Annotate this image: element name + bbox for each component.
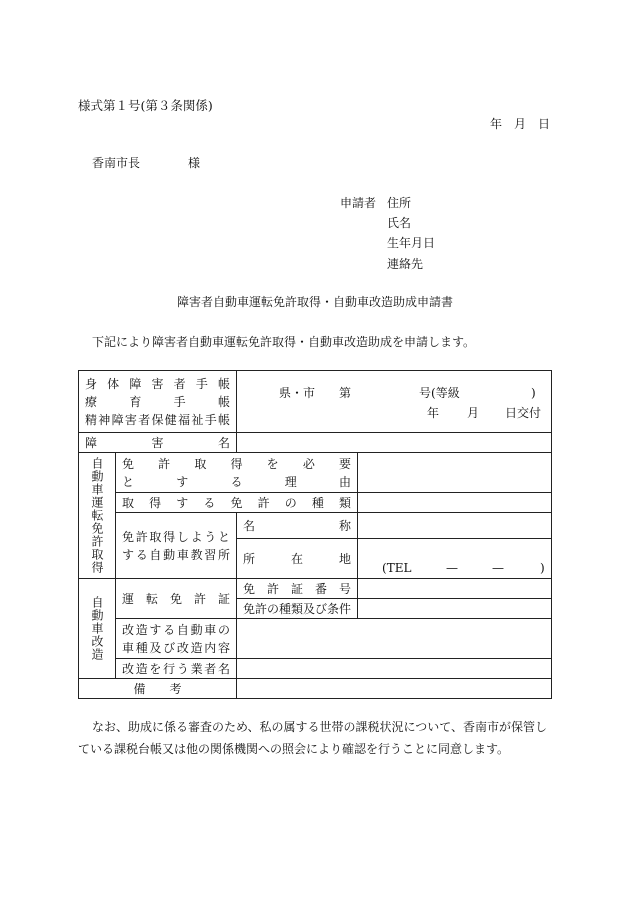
mod-content-label-cell [116,619,237,659]
applicant-contact: 連絡先 [387,257,424,271]
license-type-label: 取得する免許の種類 [116,493,358,513]
honorific: 様 [188,156,201,170]
reason-label-line1: 免許取得を必要 [122,456,352,471]
school-label-line1: 免許取得しようと [122,529,231,544]
mod-content-row [79,619,552,659]
consent-note: なお、助成に係る審査のため、私の属する世帯の課税状況について、香南市が保管している課税台帳又は他の関係機関への照会により確認を行うことに同意します。 [78,720,548,756]
license-group-label: 自動車運転免許取得 [79,453,116,579]
applicant-address: 住所 [387,196,412,210]
license-number-field[interactable] [358,579,552,599]
document-title: 障害者自動車運転免許取得・自動車改造助成申請書 [176,295,453,309]
remarks-label: 備考 [79,679,237,699]
applicant-name: 氏名 [387,216,412,230]
pref-city-label: 県・市 [279,385,316,400]
school-location-label: 所在地 [237,539,358,579]
number-dai-label: 第 [339,385,352,400]
addressee [92,155,200,171]
disability-name-field[interactable] [237,433,552,453]
mod-content-line2: 車種及び改造内容 [122,640,231,655]
reason-label-cell [116,453,358,493]
license-number-label: 免許証番号 [237,579,358,599]
license-conditions-label: 免許の種類及び条件 [237,599,358,619]
school-name-row [79,513,552,539]
license-conditions-field[interactable] [358,599,552,619]
handbook-row [79,371,552,433]
form-number: 様式第１号(第３条関係) [78,98,213,113]
tel-close-paren: ) [540,561,545,575]
vendor-field[interactable] [237,659,552,679]
tel-dash-2: — [492,561,505,575]
issue-day-label: 日交付 [505,405,542,420]
number-grade-label: 号(等級 [419,385,460,400]
school-name-field[interactable] [358,513,552,539]
handbook-physical: 身体障害者手帳 [85,376,231,391]
reason-field[interactable] [358,453,552,493]
applicant-birthdate: 生年月日 [387,236,436,250]
intro-text: 下記により障害者自動車運転免許取得・自動車改造助成を申請します。 [92,335,476,349]
tel-label: (TEL [382,561,412,575]
remarks-field[interactable] [237,679,552,699]
driver-license-label: 運転免許証 [116,579,237,619]
mod-content-field[interactable] [237,619,552,659]
license-type-field[interactable] [358,493,552,513]
mod-group-label: 自動車改造 [79,579,116,679]
addressee-name: 香南市長 [92,156,141,170]
reason-row [79,453,552,493]
applicant-label: 申請者 [340,196,377,210]
grade-close-paren: ) [531,385,536,400]
vendor-row [79,659,552,679]
vendor-label: 改造を行う業者名 [116,659,237,679]
school-name-label: 名称 [237,513,358,539]
application-table [78,370,552,699]
license-number-row [79,579,552,599]
reason-label-line2: とする理由 [122,474,352,489]
handbook-rehabilitation: 療育手帳 [85,394,231,409]
issue-month-label: 月 [467,405,480,420]
handbook-number-cell[interactable] [237,371,552,433]
handbook-mental: 精神障害者保健福祉手帳 [85,412,231,427]
tel-dash-1: — [446,561,459,575]
handbook-type-cell [79,371,237,433]
mod-content-line1: 改造する自動車の [122,622,231,637]
school-label-cell [116,513,237,579]
issue-year-label: 年 [427,405,440,420]
disability-row [79,433,552,453]
school-location-field[interactable] [358,539,552,579]
application-date: 年 月 日 [489,117,550,131]
school-label-line2: する自動車教習所 [122,547,231,562]
license-type-row [79,493,552,513]
remarks-row [79,679,552,699]
disability-name-label: 障害名 [79,433,237,453]
